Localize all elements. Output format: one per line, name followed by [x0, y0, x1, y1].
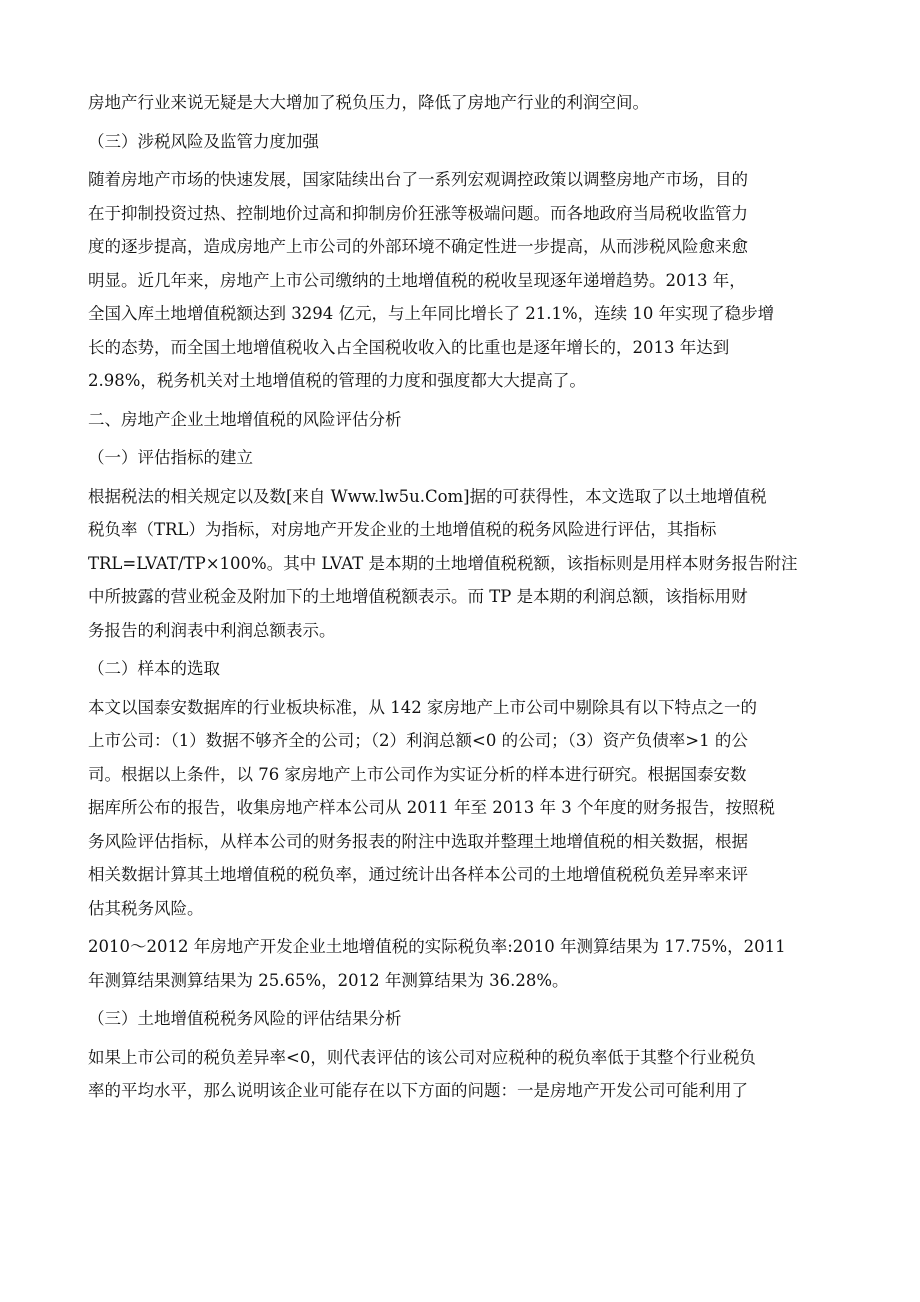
paragraph — [88, 480, 836, 648]
text-line: 务风险评估指标，从样本公司的财务报表的附注中选取并整理土地增值税的相关数据，根据 — [88, 831, 748, 851]
text-line: 年测算结果测算结果为 25.65%，2012 年测算结果为 36.28%。 — [88, 970, 569, 990]
text-line: 长的态势，而全国土地增值税收入占全国税收收入的比重也是逐年增长的，2013 年达到 — [88, 337, 730, 357]
paragraph — [88, 1041, 836, 1108]
text-line: 度的逐步提高，造成房地产上市公司的外部环境不确定性进一步提高，从而涉税风险愈来愈 — [88, 237, 748, 256]
section-heading: （三）土地增值税税务风险的评估结果分析 — [88, 1009, 402, 1028]
text-line: TRL=LVAT/TP×100%。其中 LVAT 是本期的土地增值税税额，该指标则是用样本财务报告附注 — [88, 553, 798, 573]
text-line: 随着房地产市场的快速发展，国家陆续出台了一系列宏观调控政策以调整房地产市场，目的 — [88, 170, 748, 189]
document-page — [88, 86, 836, 1113]
text-line: 相关数据计算其土地增值税的税负率，通过统计出各样本公司的土地增值税税负差异率来评 — [88, 865, 748, 884]
text-line: 率的平均水平，那么说明该企业可能存在以下方面的问题：一是房地产开发公司可能利用了 — [88, 1081, 748, 1100]
text-line: 2010～2012 年房地产开发企业土地增值税的实际税负率:2010 年测算结果为 17.75%，2011 — [88, 937, 786, 956]
text-line: 如果上市公司的税负差异率<0，则代表评估的该公司对应税种的税负率低于其整个行业税负 — [88, 1047, 756, 1067]
chapter-heading: 二、房地产企业土地增值税的风险评估分析 — [88, 409, 402, 429]
text-line: 税负率（TRL）为指标，对房地产开发企业的土地增值税的税务风险进行评估，其指标 — [88, 520, 717, 539]
paragraph — [88, 691, 836, 926]
text-line: 本文以国泰安数据库的行业板块标准，从 142 家房地产上市公司中剔除具有以下特点之一的 — [88, 697, 757, 717]
section-heading: （一）评估指标的建立 — [88, 448, 253, 467]
text-line: 2.98%，税务机关对土地增值税的管理的力度和强度都大大提高了。 — [88, 371, 586, 390]
text-line: 司。根据以上条件，以 76 家房地产上市公司作为实证分析的样本进行研究。根据国泰安数 — [88, 764, 747, 784]
text-line: 据库所公布的报告，收集房地产样本公司从 2011 年至 2013 年 3 个年度的财务报告，按照税 — [88, 798, 775, 817]
text-line: 上市公司：（1）数据不够齐全的公司；（2）利润总额<0 的公司；（3）资产负债率>1 的公 — [88, 731, 748, 750]
section-heading: （三）涉税风险及监管力度加强 — [88, 131, 319, 151]
text-line: 在于抑制投资过热、控制地价过高和抑制房价狂涨等极端问题。而各地政府当局税收监管力 — [88, 203, 748, 223]
text-line: 务报告的利润表中利润总额表示。 — [88, 620, 336, 640]
paragraph — [88, 163, 836, 398]
text-line: 房地产行业来说无疑是大大增加了税负压力，降低了房地产行业的利润空间。 — [88, 93, 649, 112]
text-line: 明显。近几年来，房地产上市公司缴纳的土地增值税的税收呈现逐年递增趋势。2013 年， — [88, 270, 746, 290]
text-line: 中所披露的营业税金及附加下的土地增值税额表示。而 TP 是本期的利润总额，该指标用财 — [88, 587, 748, 606]
text-line: 全国入库土地增值税额达到 3294 亿元，与上年同比增长了 21.1%，连续 10 年实现了稳步增 — [88, 304, 775, 323]
text-line: 估其税务风险。 — [88, 898, 204, 918]
paragraph — [88, 930, 836, 997]
section-heading: （二）样本的选取 — [88, 659, 220, 678]
paragraph — [88, 86, 836, 120]
text-line: 根据税法的相关规定以及数[来自 Www.lw5u.Com]据的可获得性，本文选取了以土地增值税 — [88, 486, 767, 506]
